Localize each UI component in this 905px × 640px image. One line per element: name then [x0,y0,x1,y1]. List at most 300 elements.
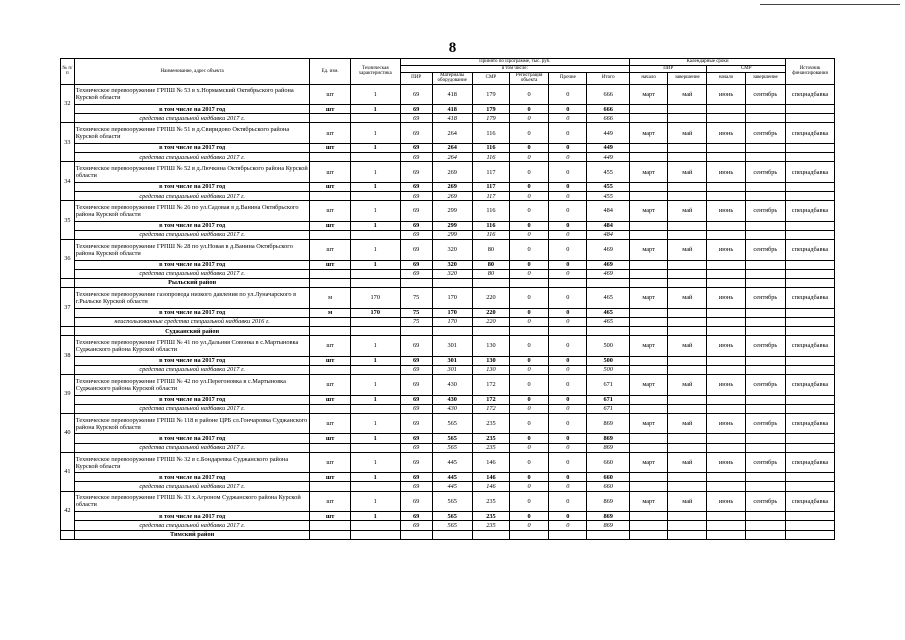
empty-cell [668,230,707,239]
materials-value: 264 [432,143,472,152]
object-row [61,240,835,261]
unit-cell: шт [310,240,350,261]
total-value: 671 [587,375,630,396]
funding-source-row [61,191,835,200]
empty-cell [786,404,835,413]
empty-cell [707,230,745,239]
empty-cell [786,143,835,152]
materials-value: 418 [432,114,472,123]
empty-cell [668,317,707,326]
pir-value: 75 [400,288,432,309]
registration-value: 0 [510,413,549,434]
row-number: 33 [61,123,75,162]
materials-value: 565 [432,443,472,452]
empty-cell [350,326,400,335]
registration-value: 0 [510,105,549,114]
smr-value: 172 [472,395,509,404]
row-number: 42 [61,491,75,530]
pir-start: март [630,201,668,222]
total-value: 660 [587,473,630,482]
empty-cell [707,221,745,230]
registration-value: 0 [510,143,549,152]
object-name: Техническое перевооружение ГРПШ № 32 в с.Бондаревка Суджанского района Курской области [74,452,310,473]
schedule-table [60,58,835,540]
materials-value: 299 [432,201,472,222]
registration-value: 0 [510,491,549,512]
empty-cell [786,114,835,123]
materials-value: 445 [432,482,472,491]
unit-cell: шт [310,336,350,357]
fund-label: средства специальной надбавки 2017 г. [74,482,310,491]
other-value: 0 [549,308,587,317]
pir-end: май [668,240,707,261]
empty-cell [786,260,835,269]
pir-value: 69 [400,84,432,105]
empty-cell [432,326,472,335]
materials-value: 418 [432,105,472,114]
empty-cell [786,482,835,491]
empty-cell [630,356,668,365]
tech-cell: 1 [350,491,400,512]
other-value: 0 [549,512,587,521]
pir-value: 69 [400,143,432,152]
pir-value: 69 [400,230,432,239]
unit-cell: шт [310,143,350,152]
header-smr: СМР [707,66,786,73]
total-value: 469 [587,269,630,278]
other-value: 0 [549,182,587,191]
registration-value: 0 [510,365,549,374]
pir-end: май [668,336,707,357]
empty-cell [630,143,668,152]
smr-value: 220 [472,288,509,309]
empty-cell [707,521,745,530]
materials-value: 269 [432,182,472,191]
empty-cell [668,221,707,230]
other-value: 0 [549,143,587,152]
empty-cell [668,143,707,152]
registration-value: 0 [510,191,549,200]
pir-end: май [668,123,707,144]
header-subcolumn: Итого [587,72,630,84]
pir-end: май [668,491,707,512]
empty-cell [707,512,745,521]
pir-start: март [630,336,668,357]
smr-value: 220 [472,317,509,326]
registration-value: 0 [510,269,549,278]
other-value: 0 [549,356,587,365]
object-row [61,336,835,357]
empty-cell [786,191,835,200]
fund-label: средства специальной надбавки 2017 г. [74,521,310,530]
empty-cell [786,530,835,539]
total-value: 869 [587,512,630,521]
pir-value: 69 [400,260,432,269]
smr-value: 235 [472,521,509,530]
unit-cell: шт [310,260,350,269]
object-name: Техническое перевооружение ГРПШ № 51 в д.Свиридово Октябрьского района Курской области [74,123,310,144]
other-value: 0 [549,240,587,261]
other-value: 0 [549,452,587,473]
header-subcolumn: СМР [472,72,509,84]
empty-cell [707,308,745,317]
smr-value: 179 [472,105,509,114]
total-value: 449 [587,123,630,144]
smr-value: 130 [472,336,509,357]
pir-start: март [630,162,668,183]
empty-cell [707,182,745,191]
materials-value: 170 [432,317,472,326]
other-value: 0 [549,260,587,269]
empty-cell [630,473,668,482]
funding-source-row [61,365,835,374]
empty-cell [745,521,785,530]
tech-cell: 1 [350,221,400,230]
year-label: в том числе на 2017 год [74,182,310,191]
empty-cell [310,230,350,239]
header-subcolumn: Регистрация объекта [510,72,549,84]
empty-cell [786,153,835,162]
row-number: 32 [61,84,75,123]
smr-end: сентябрь [745,240,785,261]
pir-value: 69 [400,269,432,278]
empty-cell [472,326,509,335]
object-name: Техническое перевооружение ГРПШ № 42 по ул.Перегоновка в с.Мартыновка Суджанского района Курской области [74,375,310,396]
empty-cell [630,269,668,278]
empty-cell [745,260,785,269]
smr-value: 235 [472,413,509,434]
row-number: 41 [61,452,75,491]
empty-cell [668,114,707,123]
empty-cell [587,326,630,335]
smr-start: июнь [707,123,745,144]
source-cell: спецнадбавка [786,84,835,105]
year-label: в том числе на 2017 год [74,356,310,365]
tech-cell: 1 [350,123,400,144]
materials-value: 418 [432,84,472,105]
header-tech: Техническая характеристика [350,59,400,85]
registration-value: 0 [510,521,549,530]
source-cell: спецнадбавка [786,240,835,261]
empty-cell [510,278,549,287]
funding-source-row [61,114,835,123]
header-subcolumn: Материалы оборудование [432,72,472,84]
unit-cell: шт [310,162,350,183]
empty-cell [745,269,785,278]
total-value: 671 [587,395,630,404]
tech-cell: 1 [350,395,400,404]
empty-cell [350,482,400,491]
smr-end: сентябрь [745,201,785,222]
empty-cell [668,521,707,530]
other-value: 0 [549,269,587,278]
pir-value: 69 [400,356,432,365]
registration-value: 0 [510,288,549,309]
year-subtotal-row [61,105,835,114]
empty-cell [707,269,745,278]
tech-cell: 1 [350,375,400,396]
pir-value: 69 [400,240,432,261]
empty-cell [668,308,707,317]
unit-cell: м [310,288,350,309]
smr-value: 172 [472,375,509,396]
smr-end: сентябрь [745,123,785,144]
empty-cell [630,278,668,287]
empty-cell [707,473,745,482]
total-value: 465 [587,308,630,317]
materials-value: 430 [432,404,472,413]
empty-cell [61,326,75,335]
region-name: Тимский район [74,530,310,539]
empty-cell [668,512,707,521]
total-value: 500 [587,336,630,357]
header-subcolumn: завершение [668,72,707,84]
registration-value: 0 [510,162,549,183]
empty-cell [668,356,707,365]
registration-value: 0 [510,201,549,222]
empty-cell [350,114,400,123]
year-subtotal-row [61,143,835,152]
empty-cell [786,326,835,335]
total-value: 869 [587,443,630,452]
tech-cell: 1 [350,413,400,434]
other-value: 0 [549,336,587,357]
funding-source-row [61,404,835,413]
row-number: 37 [61,288,75,327]
other-value: 0 [549,162,587,183]
registration-value: 0 [510,336,549,357]
materials-value: 565 [432,413,472,434]
empty-cell [707,105,745,114]
total-value: 455 [587,191,630,200]
year-subtotal-row [61,260,835,269]
materials-value: 565 [432,512,472,521]
empty-cell [668,105,707,114]
pir-start: март [630,288,668,309]
empty-cell [350,443,400,452]
empty-cell [745,473,785,482]
empty-cell [400,530,432,539]
pir-value: 69 [400,521,432,530]
total-value: 660 [587,482,630,491]
funding-source-row [61,269,835,278]
other-value: 0 [549,443,587,452]
row-number: 38 [61,336,75,375]
source-cell: спецнадбавка [786,452,835,473]
pir-value: 69 [400,336,432,357]
empty-cell [745,308,785,317]
empty-cell [432,278,472,287]
empty-cell [432,530,472,539]
other-value: 0 [549,153,587,162]
materials-value: 301 [432,336,472,357]
registration-value: 0 [510,375,549,396]
registration-value: 0 [510,240,549,261]
pir-start: март [630,240,668,261]
region-header-row [61,326,835,335]
registration-value: 0 [510,308,549,317]
object-row [61,452,835,473]
source-cell: спецнадбавка [786,336,835,357]
registration-value: 0 [510,230,549,239]
empty-cell [630,482,668,491]
source-cell: спецнадбавка [786,491,835,512]
year-subtotal-row [61,473,835,482]
empty-cell [668,278,707,287]
empty-cell [350,530,400,539]
source-cell: спецнадбавка [786,375,835,396]
other-value: 0 [549,221,587,230]
other-value: 0 [549,395,587,404]
smr-value: 146 [472,452,509,473]
smr-value: 179 [472,114,509,123]
empty-cell [707,143,745,152]
empty-cell [630,365,668,374]
unit-cell: шт [310,123,350,144]
smr-end: сентябрь [745,413,785,434]
empty-cell [745,326,785,335]
funding-source-row [61,230,835,239]
smr-value: 220 [472,308,509,317]
materials-value: 264 [432,123,472,144]
pir-value: 69 [400,512,432,521]
header-name: Наименование, адрес объекта [74,59,310,85]
materials-value: 269 [432,191,472,200]
year-label: в том числе на 2017 год [74,105,310,114]
pir-value: 69 [400,221,432,230]
empty-cell [745,356,785,365]
fund-label: средства специальной надбавки 2017 г. [74,191,310,200]
smr-end: сентябрь [745,375,785,396]
total-value: 500 [587,365,630,374]
total-value: 660 [587,452,630,473]
registration-value: 0 [510,84,549,105]
total-value: 465 [587,317,630,326]
empty-cell [630,395,668,404]
empty-cell [786,278,835,287]
empty-cell [745,221,785,230]
empty-cell [350,521,400,530]
year-label: в том числе на 2017 год [74,260,310,269]
unit-cell: шт [310,395,350,404]
other-value: 0 [549,473,587,482]
pir-end: май [668,162,707,183]
object-name: Техническое перевооружение ГРПШ № 28 по ул.Новая в д.Ванина Октябрьского района Курской области [74,240,310,261]
empty-cell [745,182,785,191]
empty-cell [310,443,350,452]
empty-cell [668,443,707,452]
empty-cell [668,365,707,374]
empty-cell [549,530,587,539]
registration-value: 0 [510,512,549,521]
unit-cell: шт [310,434,350,443]
pir-value: 69 [400,105,432,114]
pir-end: май [668,201,707,222]
empty-cell [587,530,630,539]
empty-cell [400,278,432,287]
empty-cell [630,434,668,443]
other-value: 0 [549,434,587,443]
other-value: 0 [549,114,587,123]
row-number: 34 [61,162,75,201]
empty-cell [707,482,745,491]
materials-value: 320 [432,269,472,278]
empty-cell [310,326,350,335]
smr-end: сентябрь [745,491,785,512]
materials-value: 445 [432,452,472,473]
tech-cell: 1 [350,434,400,443]
empty-cell [310,278,350,287]
tech-cell: 1 [350,182,400,191]
registration-value: 0 [510,221,549,230]
smr-value: 116 [472,201,509,222]
smr-start: июнь [707,288,745,309]
total-value: 869 [587,413,630,434]
empty-cell [668,326,707,335]
pir-end: май [668,84,707,105]
funding-source-row [61,521,835,530]
smr-value: 117 [472,191,509,200]
smr-value: 172 [472,404,509,413]
smr-end: сентябрь [745,336,785,357]
empty-cell [630,404,668,413]
header-subcolumn: начало [630,72,668,84]
total-value: 484 [587,221,630,230]
smr-start: июнь [707,240,745,261]
empty-cell [745,114,785,123]
empty-cell [786,434,835,443]
year-label: в том числе на 2017 год [74,308,310,317]
smr-end: сентябрь [745,162,785,183]
empty-cell [668,434,707,443]
funding-source-row [61,482,835,491]
tech-cell: 170 [350,308,400,317]
row-number: 40 [61,413,75,452]
smr-value: 117 [472,182,509,191]
materials-value: 170 [432,288,472,309]
materials-value: 264 [432,153,472,162]
page-number: 8 [448,40,457,56]
tech-cell: 1 [350,240,400,261]
source-cell: спецнадбавка [786,123,835,144]
registration-value: 0 [510,182,549,191]
empty-cell [310,530,350,539]
registration-value: 0 [510,153,549,162]
empty-cell [707,191,745,200]
empty-cell [350,365,400,374]
empty-cell [745,530,785,539]
empty-cell [400,326,432,335]
materials-value: 565 [432,434,472,443]
empty-cell [786,182,835,191]
empty-cell [310,114,350,123]
other-value: 0 [549,123,587,144]
empty-cell [472,530,509,539]
fund-label: средства специальной надбавки 2017 г. [74,404,310,413]
unit-cell: шт [310,473,350,482]
tech-cell: 1 [350,356,400,365]
unit-cell: м [310,308,350,317]
other-value: 0 [549,317,587,326]
total-value: 449 [587,143,630,152]
registration-value: 0 [510,260,549,269]
pir-value: 69 [400,395,432,404]
empty-cell [350,317,400,326]
funding-source-row [61,153,835,162]
region-name: Рыльский район [74,278,310,287]
materials-value: 301 [432,365,472,374]
table-header [61,59,835,85]
